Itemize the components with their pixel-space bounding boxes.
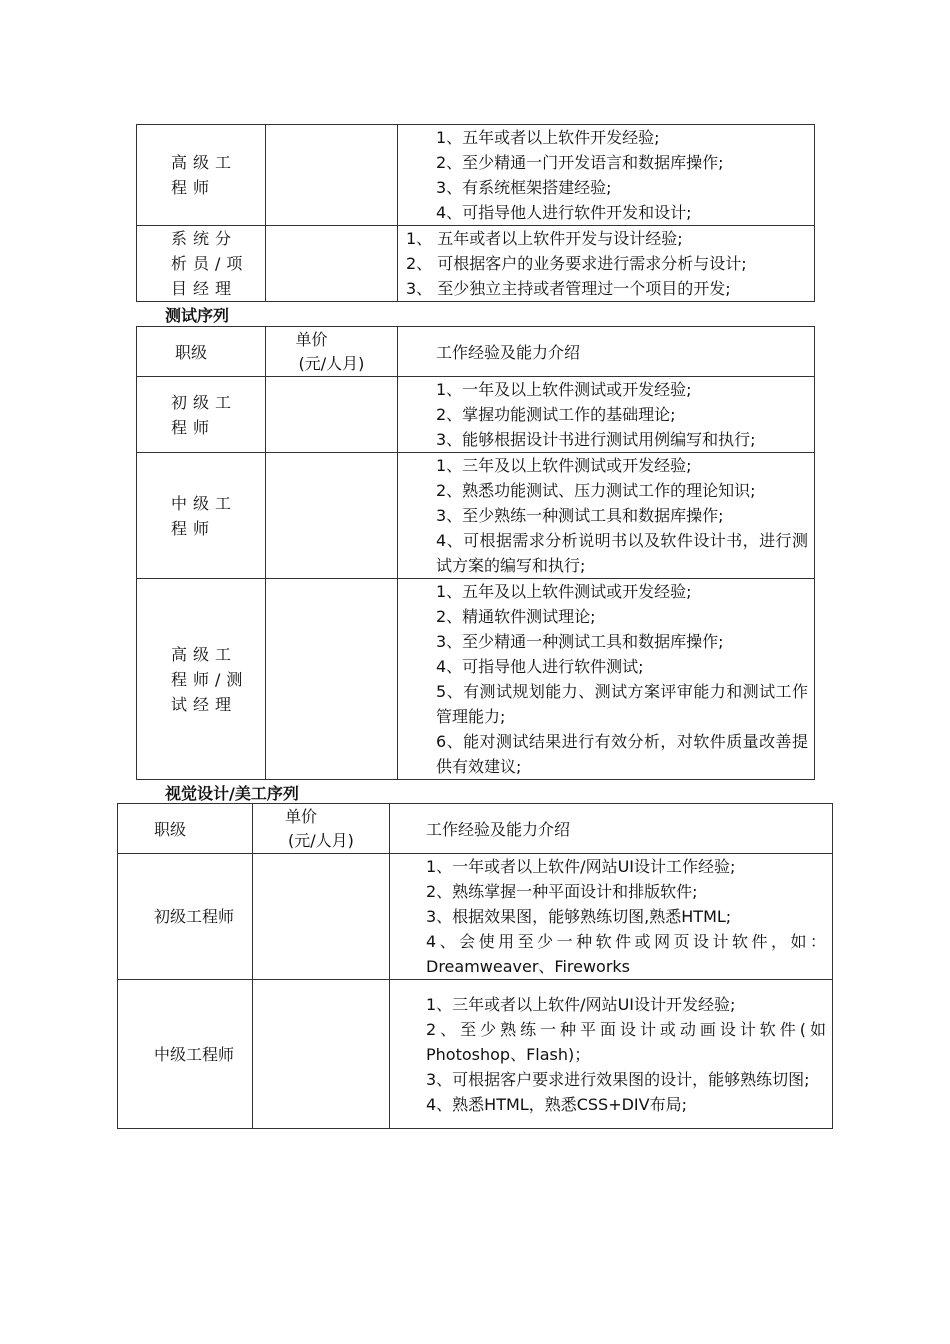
list-item: 4、可指导他人进行软件开发和设计; xyxy=(436,203,692,222)
list-item: 2、至少精通一门开发语言和数据库操作; xyxy=(436,153,724,172)
level-cell xyxy=(137,125,266,226)
level-text: 高级工程师 xyxy=(171,153,238,197)
header-desc xyxy=(398,327,815,377)
list-item: 1、 五年或者以上软件开发与设计经验; xyxy=(406,229,683,248)
desc-cell xyxy=(390,980,833,1129)
visual-sequence-table xyxy=(117,803,833,1129)
price-cell xyxy=(266,125,398,226)
list-item: 3、能够根据设计书进行测试用例编写和执行; xyxy=(436,430,756,449)
test-sequence-table xyxy=(136,326,815,780)
list-item: 1、一年或者以上软件/网站UI设计工作经验; xyxy=(426,857,736,876)
list-item: 2、熟悉功能测试、压力测试工作的理论知识; xyxy=(436,481,756,500)
header-price-line2: (元/人月) xyxy=(298,353,365,373)
list-item: 6、能对测试结果进行有效分析，对软件质量改善提供有效建议; xyxy=(436,732,808,776)
section-title-test: 测试序列 xyxy=(165,306,230,325)
price-cell xyxy=(266,453,398,579)
list-item: 3、根据效果图，能够熟练切图,熟悉HTML; xyxy=(426,907,732,926)
list-item: 4、会使用至少一种软件或网页设计软件，如：Dreamweaver、Fireworks xyxy=(426,932,826,976)
table-row xyxy=(137,579,815,780)
list-item: 1、三年或者以上软件/网站UI设计开发经验; xyxy=(426,994,736,1014)
price-cell xyxy=(266,226,398,302)
list-item: 4、可根据需求分析说明书以及软件设计书，进行测试方案的编写和执行; xyxy=(436,531,808,575)
list-item: 2、精通软件测试理论; xyxy=(436,607,596,626)
list-item: 3、有系统框架搭建经验; xyxy=(436,178,612,197)
level-text: 初级工程师 xyxy=(154,907,235,926)
desc-cell xyxy=(398,579,815,780)
level-text: 中级工程师 xyxy=(171,493,238,538)
table-header-row xyxy=(137,327,815,377)
price-cell xyxy=(253,854,390,980)
price-cell xyxy=(266,579,398,780)
price-cell xyxy=(266,377,398,453)
header-price xyxy=(253,804,390,854)
table-row xyxy=(137,125,815,226)
list-item: 4、可指导他人进行软件测试; xyxy=(436,657,644,676)
table-row xyxy=(118,854,833,980)
table-row xyxy=(118,980,833,1129)
header-price xyxy=(266,327,398,377)
price-cell xyxy=(253,980,390,1129)
table-row xyxy=(137,226,815,302)
header-level-text: 职级 xyxy=(154,820,187,839)
list-item: 4、熟悉HTML，熟悉CSS+DIV布局; xyxy=(426,1094,687,1114)
header-price-line1: 单价 xyxy=(284,806,317,826)
table-header-row xyxy=(118,804,833,854)
level-text: 系统分析员/项目经理 xyxy=(171,229,249,298)
desc-cell xyxy=(390,854,833,980)
header-price-line1: 单价 xyxy=(295,329,328,349)
list-item: 1、一年及以上软件测试或开发经验; xyxy=(436,380,692,399)
list-item: 3、 至少独立主持或者管理过一个项目的开发; xyxy=(406,279,731,298)
header-desc-text: 工作经验及能力介绍 xyxy=(436,343,581,362)
level-text: 中级工程师 xyxy=(154,1044,235,1064)
desc-cell xyxy=(398,453,815,579)
list-item: 2、掌握功能测试工作的基础理论; xyxy=(436,405,676,424)
desc-cell xyxy=(398,125,815,226)
list-item: 2、 可根据客户的业务要求进行需求分析与设计; xyxy=(406,254,747,273)
list-item: 5、有测试规划能力、测试方案评审能力和测试工作管理能力; xyxy=(436,682,808,726)
level-text: 初级工程师 xyxy=(171,392,238,437)
header-level xyxy=(118,804,253,854)
level-cell xyxy=(118,854,253,980)
header-desc-text: 工作经验及能力介绍 xyxy=(426,820,571,839)
list-item: 3、至少熟练一种测试工具和数据库操作; xyxy=(436,506,724,525)
level-cell xyxy=(137,226,266,302)
list-item: 3、可根据客户要求进行效果图的设计，能够熟练切图; xyxy=(426,1069,810,1089)
header-desc xyxy=(390,804,833,854)
dev-sequence-table xyxy=(136,124,815,302)
level-cell xyxy=(137,377,266,453)
list-item: 1、五年或者以上软件开发经验; xyxy=(436,128,660,147)
list-item: 2、熟练掌握一种平面设计和排版软件; xyxy=(426,882,698,901)
level-cell xyxy=(137,579,266,780)
header-price-line2: (元/人月) xyxy=(288,830,354,850)
desc-cell xyxy=(398,377,815,453)
level-cell xyxy=(137,453,266,579)
section-title-visual: 视觉设计/美工序列 xyxy=(165,784,299,803)
list-item: 1、五年及以上软件测试或开发经验; xyxy=(436,582,692,601)
level-text: 高级工程师/测试经理 xyxy=(171,644,249,714)
list-item: 1、三年及以上软件测试或开发经验; xyxy=(436,456,692,475)
header-level xyxy=(137,327,266,377)
header-level-text: 职级 xyxy=(175,343,208,362)
list-item: 3、至少精通一种测试工具和数据库操作; xyxy=(436,632,724,651)
table-row xyxy=(137,377,815,453)
desc-cell xyxy=(398,226,815,302)
level-cell xyxy=(118,980,253,1129)
table-row xyxy=(137,453,815,579)
list-item: 2、至少熟练一种平面设计或动画设计软件(如Photoshop、Flash)； xyxy=(426,1019,826,1064)
